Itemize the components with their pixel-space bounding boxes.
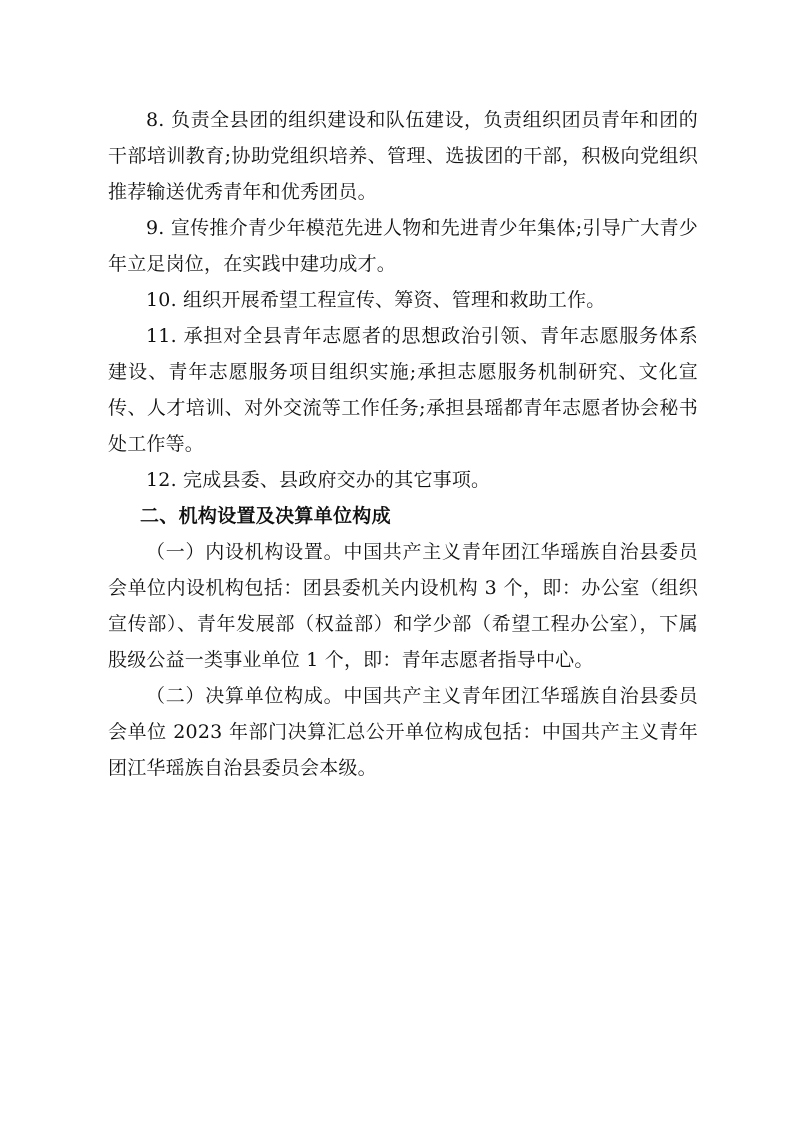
document-body xyxy=(108,102,698,786)
duty-item-12: 12. 完成县委、县政府交办的其它事项。 xyxy=(146,469,491,491)
duty-item-9: 9. 宣传推介青少年模范先进人物和先进青少年集体;引导广大青少年立足岗位，在实践中建功成才。 xyxy=(108,217,698,275)
section-paragraph-internal-structure: （一）内设机构设置。中国共产主义青年团江华瑶族自治县委员会单位内设机构包括：团县委机关内设机构 3 个，即：办公室（组织宣传部）、青年发展部（权益部）和学少部（希望工程办公室），下属股级公益一类事业单位 1 个，即：青年志愿者指导中心。 xyxy=(108,541,698,671)
duty-item-11: 11. 承担对全县青年志愿者的思想政治引领、青年志愿服务体系建设、青年志愿服务项目组织实施;承担志愿服务机制研究、文化宣传、人才培训、对外交流等工作任务;承担县瑶都青年志愿者协会秘书处工作等。 xyxy=(108,325,698,455)
duty-item-10: 10. 组织开展希望工程宣传、筹资、管理和救助工作。 xyxy=(146,289,606,311)
duty-item-8: 8. 负责全县团的组织建设和队伍建设，负责组织团员青年和团的干部培训教育;协助党组织培养、管理、选拔团的干部，积极向党组织推荐输送优秀青年和优秀团员。 xyxy=(108,109,698,203)
section-heading: 二、机构设置及决算单位构成 xyxy=(140,505,391,527)
section-paragraph-accounting-units: （二）决算单位构成。中国共产主义青年团江华瑶族自治县委员会单位 2023 年部门决算汇总公开单位构成包括：中国共产主义青年团江华瑶族自治县委员会本级。 xyxy=(108,685,698,779)
